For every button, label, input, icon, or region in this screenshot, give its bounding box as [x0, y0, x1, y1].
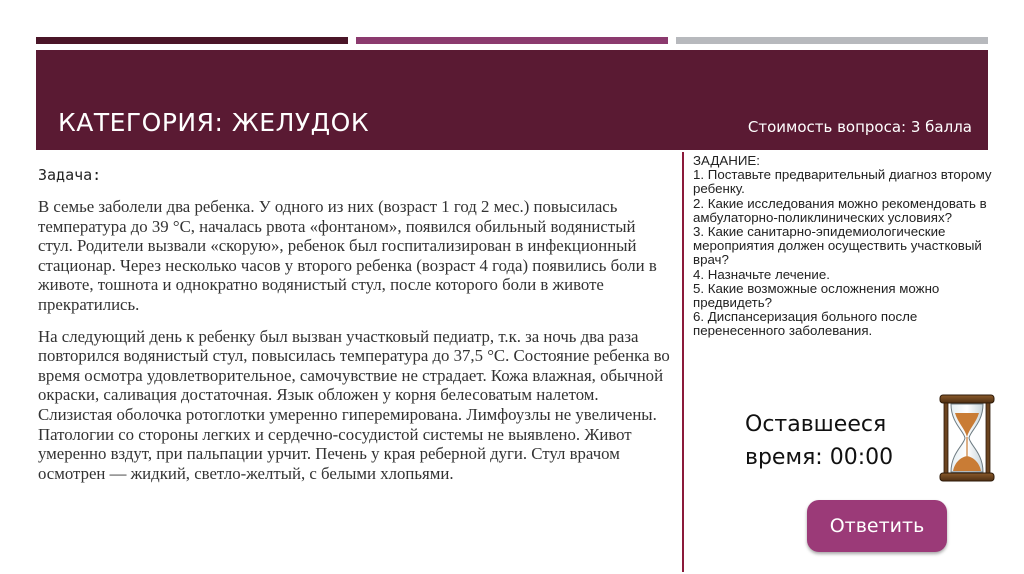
remaining-time	[745, 408, 893, 474]
assignment-item: 2. Какие исследования можно рекомендовать в амбулаторно-поликлинических условиях?	[693, 195, 987, 225]
task-paragraph: На следующий день к ребенку был вызван участковый педиатр, т.к. за ночь два раза повторился водянистый стул, повысилась температура до 37,5 °С. Состояние ребенка во время осмотра удовлетворительное, самочувствие не страдает. Кожа влажная, обычной окраски, саливация достаточная. Язык обложен у корня белесоватым налетом. Слизистая оболочка ротоглотки умеренно гиперемирована. Лимфоузлы не увеличены. Патологии со стороны легких и сердечно-сосудистой системы не выявлено. Живот умеренно вздут, при пальпации урчит. Печень у края реберной дуги. Стул врачом осмотрен — жидкий, светло-желтый, с белыми хлопьями.	[38, 326, 670, 483]
assignment-item: 1. Поставьте предварительный диагноз второму ребенку.	[693, 167, 992, 197]
hourglass-icon	[938, 393, 996, 483]
column-divider	[682, 152, 684, 572]
assignment-item: 5. Какие возможные осложнения можно предвидеть?	[693, 280, 940, 311]
assignment-list	[693, 154, 1013, 339]
assignment-item: 3. Какие санитарно-эпидемиологические мероприятия должен осуществить участковый врач?	[693, 224, 982, 268]
accent-bar-mid	[356, 37, 668, 44]
header-banner	[36, 50, 988, 150]
answer-button[interactable]: Ответить	[807, 500, 947, 552]
accent-bar-light	[676, 37, 988, 44]
accent-bar-dark	[36, 37, 348, 44]
page-title: КАТЕГОРИЯ: ЖЕЛУДОК	[58, 108, 370, 137]
task-paragraph: В семье заболели два ребенка. У одного из них (возраст 1 год 2 мес.) повысилась температура до 39 °С, началась рвота «фонтаном», появился обильный водянистый стул. Родители вызвали «скорую», ребенок был госпитализирован в инфекционный стационар. Через несколько часов у второго ребенка (возраст 4 года) появились боли в животе, тошнота и однократно водянистый стул, после которого боли в животе прекратились.	[38, 197, 657, 314]
task-text	[38, 197, 670, 495]
timer-value: время: 00:00	[745, 445, 894, 470]
assignment-item: 4. Назначьте лечение.	[693, 266, 830, 282]
assignment-heading: ЗАДАНИЕ:	[693, 153, 760, 168]
question-cost: Стоимость вопроса: 3 балла	[747, 118, 972, 136]
task-heading: Задача:	[38, 166, 102, 184]
assignment-item: 6. Диспансеризация больного после перенесенного заболевания.	[693, 309, 918, 339]
timer-label: Оставшееся	[745, 412, 887, 437]
